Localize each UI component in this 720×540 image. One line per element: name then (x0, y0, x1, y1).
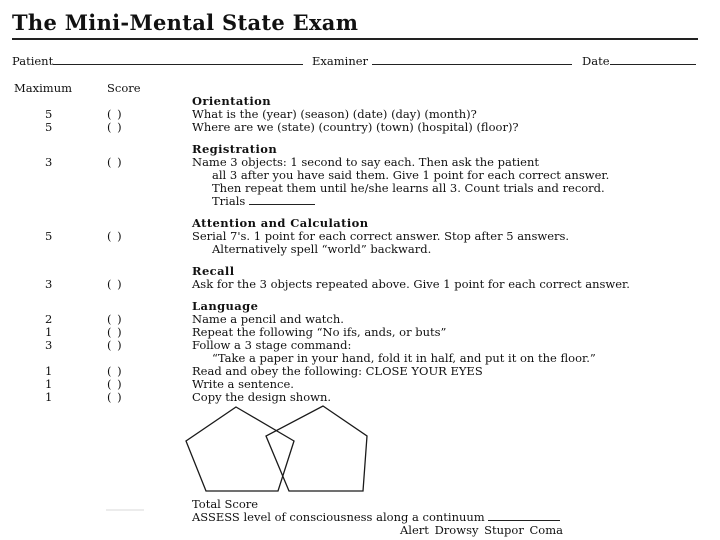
level-coma: Coma (529, 523, 563, 537)
orientation-item-1: What is the (year) (season) (date) (day) (month)? (192, 107, 477, 121)
orientation-item-2: Where are we (state) (country) (town) (hospital) (floor)? (192, 120, 519, 134)
registration-max: 3 (45, 155, 53, 169)
language-heading: Language (192, 299, 259, 313)
attention-line-1: Serial 7's. 1 point for each correct answer. Stop after 5 answers. (192, 229, 570, 243)
language-score-3[interactable]: ( ) (107, 338, 123, 352)
attention-max: 5 (45, 229, 53, 243)
trials-label: Trials (212, 194, 246, 208)
recall-heading: Recall (192, 264, 235, 278)
language-item-6: Copy the design shown. (192, 390, 332, 404)
language-max-6: 1 (45, 390, 53, 404)
consciousness-levels (400, 523, 563, 537)
maximum-column-header: Maximum (14, 81, 73, 95)
registration-score[interactable]: ( ) (107, 155, 123, 169)
level-alert: Alert (400, 523, 429, 537)
assess-label: ASSESS level of consciousness along a continuum (192, 510, 485, 524)
registration-line-3: Then repeat them until he/she learns all 3. Count trials and record. (212, 181, 605, 195)
assess-blank[interactable] (488, 510, 560, 521)
orientation-score-2[interactable]: ( ) (107, 120, 123, 134)
language-max-3: 3 (45, 338, 53, 352)
orientation-max-1: 5 (45, 107, 53, 121)
pentagon-right (266, 406, 367, 491)
language-max-2: 1 (45, 325, 53, 339)
score-column-header: Score (107, 81, 141, 95)
level-drowsy: Drowsy (434, 523, 479, 537)
language-item-5: Write a sentence. (192, 377, 294, 391)
language-score-1[interactable]: ( ) (107, 312, 123, 326)
patient-label: Patient (12, 54, 54, 68)
language-max-1: 2 (45, 312, 53, 326)
language-score-6[interactable]: ( ) (107, 390, 123, 404)
attention-line-2: Alternatively spell “world” backward. (212, 242, 432, 256)
language-item-1: Name a pencil and watch. (192, 312, 344, 326)
language-item-2: Repeat the following “No ifs, ands, or buts” (192, 325, 447, 339)
recall-max: 3 (45, 277, 53, 291)
recall-score[interactable]: ( ) (107, 277, 123, 291)
page-title: The Mini-Mental State Exam (12, 10, 359, 35)
orientation-max-2: 5 (45, 120, 53, 134)
total-score-label: Total Score (192, 497, 259, 511)
language-max-4: 1 (45, 364, 53, 378)
language-item-3: Follow a 3 stage command: (192, 338, 352, 352)
language-score-5[interactable]: ( ) (107, 377, 123, 391)
level-stupor: Stupor (484, 523, 524, 537)
language-score-2[interactable]: ( ) (107, 325, 123, 339)
examiner-label: Examiner (312, 54, 369, 68)
attention-heading: Attention and Calculation (192, 216, 369, 230)
recall-text: Ask for the 3 objects repeated above. Give 1 point for each correct answer. (192, 277, 630, 291)
assess-field[interactable] (192, 510, 560, 524)
language-command-quote: “Take a paper in your hand, fold it in half, and put it on the floor.” (212, 351, 596, 365)
date-label: Date (582, 54, 610, 68)
pentagon-left (186, 407, 294, 491)
orientation-heading: Orientation (192, 94, 271, 108)
language-max-5: 1 (45, 377, 53, 391)
orientation-score-1[interactable]: ( ) (107, 107, 123, 121)
registration-line-2: all 3 after you have said them. Give 1 point for each correct answer. (212, 168, 610, 182)
attention-score[interactable]: ( ) (107, 229, 123, 243)
language-score-4[interactable]: ( ) (107, 364, 123, 378)
registration-line-1: Name 3 objects: 1 second to say each. Then ask the patient (192, 155, 539, 169)
language-item-4: Read and obey the following: CLOSE YOUR EYES (192, 364, 483, 378)
registration-heading: Registration (192, 142, 278, 156)
